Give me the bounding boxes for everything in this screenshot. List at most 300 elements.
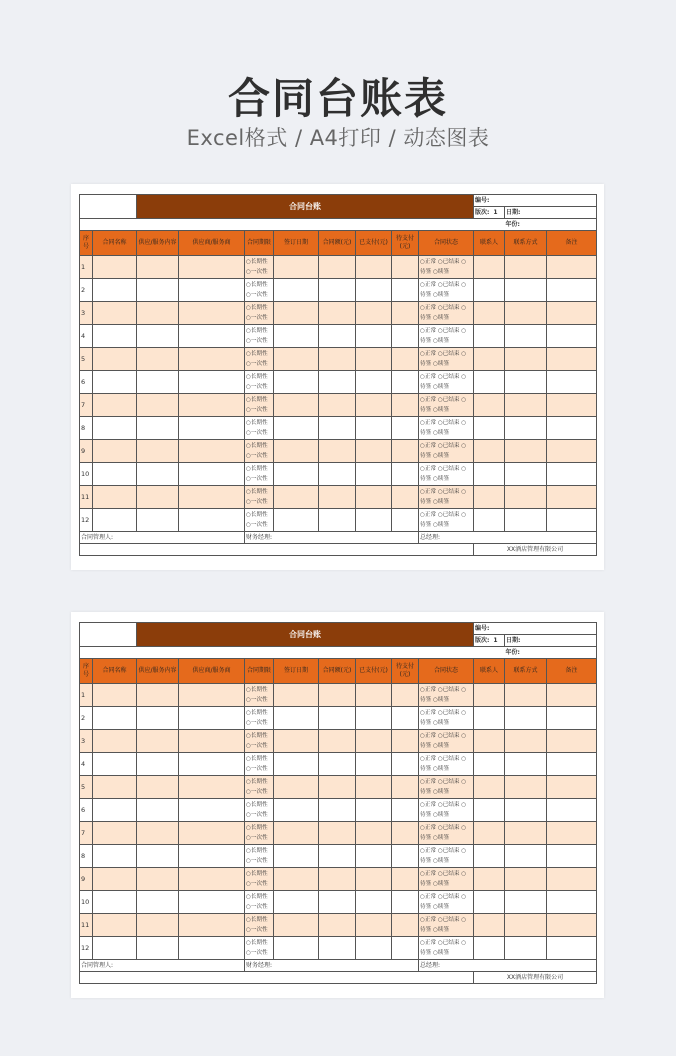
- contact-info-cell[interactable]: [505, 348, 547, 371]
- date-field[interactable]: [505, 207, 597, 219]
- year-field[interactable]: [505, 219, 597, 231]
- service-content-cell[interactable]: [137, 730, 179, 753]
- service-content-cell[interactable]: [137, 707, 179, 730]
- sign-date-cell[interactable]: [274, 776, 319, 799]
- contract-amount-cell[interactable]: [319, 348, 356, 371]
- service-content-cell[interactable]: [137, 371, 179, 394]
- pending-amount-cell[interactable]: [392, 509, 419, 532]
- contract-term-options[interactable]: [245, 463, 274, 486]
- sign-date-cell[interactable]: [274, 348, 319, 371]
- contact-person-cell[interactable]: [474, 509, 505, 532]
- remark-cell[interactable]: [547, 707, 597, 730]
- contact-person-cell[interactable]: [474, 279, 505, 302]
- sign-date-cell[interactable]: [274, 486, 319, 509]
- contact-info-cell[interactable]: [505, 394, 547, 417]
- paid-amount-cell[interactable]: [356, 822, 392, 845]
- pending-amount-cell[interactable]: [392, 822, 419, 845]
- contract-status-options[interactable]: [419, 256, 474, 279]
- pending-amount-cell[interactable]: [392, 707, 419, 730]
- contract-name-cell[interactable]: [93, 302, 137, 325]
- contract-term-options[interactable]: [245, 891, 274, 914]
- pending-amount-cell[interactable]: [392, 937, 419, 960]
- contract-name-cell[interactable]: [93, 325, 137, 348]
- sign-date-cell[interactable]: [274, 753, 319, 776]
- pending-amount-cell[interactable]: [392, 684, 419, 707]
- remark-cell[interactable]: [547, 348, 597, 371]
- sign-date-cell[interactable]: [274, 371, 319, 394]
- contract-amount-cell[interactable]: [319, 256, 356, 279]
- row-number: 1: [80, 256, 93, 279]
- contract-status-options[interactable]: [419, 753, 474, 776]
- pending-amount-cell[interactable]: [392, 348, 419, 371]
- paid-amount-cell[interactable]: [356, 937, 392, 960]
- paid-amount-cell[interactable]: [356, 256, 392, 279]
- sign-date-cell[interactable]: [274, 279, 319, 302]
- remark-cell[interactable]: [547, 302, 597, 325]
- contract-name-cell[interactable]: [93, 463, 137, 486]
- pending-amount-cell[interactable]: [392, 463, 419, 486]
- supplier-cell[interactable]: [179, 684, 245, 707]
- sign-date-cell[interactable]: [274, 845, 319, 868]
- sign-date-cell[interactable]: [274, 914, 319, 937]
- contact-person-cell[interactable]: [474, 845, 505, 868]
- sign-date-cell[interactable]: [274, 463, 319, 486]
- contract-term-options[interactable]: [245, 509, 274, 532]
- contact-person-cell[interactable]: [474, 868, 505, 891]
- contract-status-options[interactable]: [419, 394, 474, 417]
- contract-status-options[interactable]: [419, 799, 474, 822]
- contact-info-cell[interactable]: [505, 937, 547, 960]
- contract-amount-cell[interactable]: [319, 776, 356, 799]
- pending-amount-cell[interactable]: [392, 440, 419, 463]
- service-content-cell[interactable]: [137, 394, 179, 417]
- version-field[interactable]: [474, 207, 505, 219]
- service-content-cell[interactable]: [137, 509, 179, 532]
- contract-amount-cell[interactable]: [319, 822, 356, 845]
- contact-info-cell[interactable]: [505, 753, 547, 776]
- contact-info-cell[interactable]: [505, 730, 547, 753]
- contact-person-cell[interactable]: [474, 914, 505, 937]
- contract-term-options[interactable]: [245, 937, 274, 960]
- contract-status-options[interactable]: [419, 302, 474, 325]
- contract-term-options[interactable]: [245, 325, 274, 348]
- service-content-cell[interactable]: [137, 256, 179, 279]
- contract-term-options[interactable]: [245, 707, 274, 730]
- pending-amount-cell[interactable]: [392, 325, 419, 348]
- sign-date-cell[interactable]: [274, 799, 319, 822]
- contract-status-options[interactable]: [419, 730, 474, 753]
- contract-status-options[interactable]: [419, 684, 474, 707]
- contract-term-options[interactable]: [245, 684, 274, 707]
- contract-status-options[interactable]: [419, 914, 474, 937]
- sign-date-cell[interactable]: [274, 256, 319, 279]
- supplier-cell[interactable]: [179, 256, 245, 279]
- supplier-cell[interactable]: [179, 707, 245, 730]
- contact-person-cell[interactable]: [474, 486, 505, 509]
- contact-info-cell[interactable]: [505, 325, 547, 348]
- supplier-cell[interactable]: [179, 325, 245, 348]
- supplier-cell[interactable]: [179, 417, 245, 440]
- service-content-cell[interactable]: [137, 799, 179, 822]
- remark-cell[interactable]: [547, 822, 597, 845]
- sign-date-cell[interactable]: [274, 394, 319, 417]
- year-field[interactable]: [505, 647, 597, 659]
- contact-info-cell[interactable]: [505, 684, 547, 707]
- contact-info-cell[interactable]: [505, 868, 547, 891]
- paid-amount-cell[interactable]: [356, 776, 392, 799]
- contract-name-cell[interactable]: [93, 707, 137, 730]
- number-field[interactable]: [474, 195, 597, 207]
- contract-name-cell[interactable]: [93, 509, 137, 532]
- service-content-cell[interactable]: [137, 822, 179, 845]
- contact-info-cell[interactable]: [505, 799, 547, 822]
- remark-cell[interactable]: [547, 440, 597, 463]
- supplier-cell[interactable]: [179, 394, 245, 417]
- paid-amount-cell[interactable]: [356, 371, 392, 394]
- contract-amount-cell[interactable]: [319, 730, 356, 753]
- contact-person-cell[interactable]: [474, 753, 505, 776]
- sign-date-cell[interactable]: [274, 325, 319, 348]
- contract-status-options[interactable]: [419, 348, 474, 371]
- paid-amount-cell[interactable]: [356, 730, 392, 753]
- contract-term-options[interactable]: [245, 868, 274, 891]
- pending-amount-cell[interactable]: [392, 868, 419, 891]
- contract-term-options[interactable]: [245, 914, 274, 937]
- contract-amount-cell[interactable]: [319, 440, 356, 463]
- version-value: 1: [493, 636, 498, 644]
- service-content-cell[interactable]: [137, 868, 179, 891]
- contact-info-cell[interactable]: [505, 417, 547, 440]
- contact-person-cell[interactable]: [474, 776, 505, 799]
- contact-info-cell[interactable]: [505, 463, 547, 486]
- contact-info-cell[interactable]: [505, 302, 547, 325]
- date-field[interactable]: [505, 635, 597, 647]
- service-content-cell[interactable]: [137, 486, 179, 509]
- contract-status-options[interactable]: [419, 463, 474, 486]
- contract-amount-cell[interactable]: [319, 753, 356, 776]
- service-content-cell[interactable]: [137, 753, 179, 776]
- contract-status-options[interactable]: [419, 371, 474, 394]
- supplier-cell[interactable]: [179, 302, 245, 325]
- pending-amount-cell[interactable]: [392, 417, 419, 440]
- contract-amount-cell[interactable]: [319, 707, 356, 730]
- contract-term-options[interactable]: [245, 730, 274, 753]
- contract-status-options[interactable]: [419, 417, 474, 440]
- paid-amount-cell[interactable]: [356, 914, 392, 937]
- term-option-long: ○长期性: [246, 825, 268, 831]
- contract-status-options[interactable]: [419, 707, 474, 730]
- remark-cell[interactable]: [547, 845, 597, 868]
- contract-name-cell[interactable]: [93, 753, 137, 776]
- supplier-cell[interactable]: [179, 891, 245, 914]
- service-content-cell[interactable]: [137, 279, 179, 302]
- contract-amount-cell[interactable]: [319, 302, 356, 325]
- contract-name-cell[interactable]: [93, 845, 137, 868]
- remark-cell[interactable]: [547, 730, 597, 753]
- number-field[interactable]: [474, 623, 597, 635]
- contact-info-cell[interactable]: [505, 371, 547, 394]
- contract-amount-cell[interactable]: [319, 509, 356, 532]
- contract-name-cell[interactable]: [93, 822, 137, 845]
- paid-amount-cell[interactable]: [356, 394, 392, 417]
- supplier-cell[interactable]: [179, 776, 245, 799]
- contract-status-options[interactable]: [419, 822, 474, 845]
- contract-name-cell[interactable]: [93, 937, 137, 960]
- contract-term-options[interactable]: [245, 440, 274, 463]
- contact-person-cell[interactable]: [474, 256, 505, 279]
- contract-name-cell[interactable]: [93, 684, 137, 707]
- sign-date-cell[interactable]: [274, 302, 319, 325]
- remark-cell[interactable]: [547, 256, 597, 279]
- contract-amount-cell[interactable]: [319, 371, 356, 394]
- contact-info-cell[interactable]: [505, 509, 547, 532]
- pending-amount-cell[interactable]: [392, 845, 419, 868]
- contract-amount-cell[interactable]: [319, 279, 356, 302]
- service-content-cell[interactable]: [137, 348, 179, 371]
- pending-amount-cell[interactable]: [392, 730, 419, 753]
- contact-person-cell[interactable]: [474, 937, 505, 960]
- contact-person-cell[interactable]: [474, 799, 505, 822]
- contact-person-cell[interactable]: [474, 440, 505, 463]
- contact-info-cell[interactable]: [505, 486, 547, 509]
- remark-cell[interactable]: [547, 776, 597, 799]
- contract-term-options[interactable]: [245, 394, 274, 417]
- remark-cell[interactable]: [547, 394, 597, 417]
- service-content-cell[interactable]: [137, 417, 179, 440]
- pending-amount-cell[interactable]: [392, 371, 419, 394]
- remark-cell[interactable]: [547, 463, 597, 486]
- paid-amount-cell[interactable]: [356, 486, 392, 509]
- supplier-cell[interactable]: [179, 463, 245, 486]
- supplier-cell[interactable]: [179, 279, 245, 302]
- contract-term-options[interactable]: [245, 753, 274, 776]
- sign-date-cell[interactable]: [274, 937, 319, 960]
- service-content-cell[interactable]: [137, 914, 179, 937]
- paid-amount-cell[interactable]: [356, 417, 392, 440]
- pending-amount-cell[interactable]: [392, 394, 419, 417]
- contact-person-cell[interactable]: [474, 822, 505, 845]
- contact-info-cell[interactable]: [505, 845, 547, 868]
- contact-info-cell[interactable]: [505, 914, 547, 937]
- contract-name-cell[interactable]: [93, 486, 137, 509]
- pending-amount-cell[interactable]: [392, 914, 419, 937]
- pending-amount-cell[interactable]: [392, 753, 419, 776]
- remark-cell[interactable]: [547, 684, 597, 707]
- contract-status-options[interactable]: [419, 509, 474, 532]
- table-row: [80, 279, 597, 302]
- contract-name-cell[interactable]: [93, 440, 137, 463]
- contract-status-options[interactable]: [419, 776, 474, 799]
- contract-term-options[interactable]: [245, 799, 274, 822]
- service-content-cell[interactable]: [137, 302, 179, 325]
- contract-status-options[interactable]: [419, 937, 474, 960]
- sign-date-cell[interactable]: [274, 891, 319, 914]
- contact-info-cell[interactable]: [505, 891, 547, 914]
- contact-person-cell[interactable]: [474, 348, 505, 371]
- contract-name-cell[interactable]: [93, 868, 137, 891]
- supplier-cell[interactable]: [179, 753, 245, 776]
- contract-name-cell[interactable]: [93, 914, 137, 937]
- contract-status-options[interactable]: [419, 845, 474, 868]
- remark-cell[interactable]: [547, 937, 597, 960]
- pending-amount-cell[interactable]: [392, 891, 419, 914]
- contract-term-options[interactable]: [245, 279, 274, 302]
- contact-person-cell[interactable]: [474, 684, 505, 707]
- paid-amount-cell[interactable]: [356, 302, 392, 325]
- contact-info-cell[interactable]: [505, 776, 547, 799]
- contract-amount-cell[interactable]: [319, 845, 356, 868]
- contract-amount-cell[interactable]: [319, 463, 356, 486]
- supplier-cell[interactable]: [179, 799, 245, 822]
- pending-amount-cell[interactable]: [392, 799, 419, 822]
- contract-amount-cell[interactable]: [319, 914, 356, 937]
- supplier-cell[interactable]: [179, 822, 245, 845]
- contract-term-options[interactable]: [245, 486, 274, 509]
- version-field[interactable]: [474, 635, 505, 647]
- contract-amount-cell[interactable]: [319, 799, 356, 822]
- remark-cell[interactable]: [547, 417, 597, 440]
- contract-name-cell[interactable]: [93, 891, 137, 914]
- contract-amount-cell[interactable]: [319, 417, 356, 440]
- contact-person-cell[interactable]: [474, 707, 505, 730]
- service-content-cell[interactable]: [137, 891, 179, 914]
- paid-amount-cell[interactable]: [356, 684, 392, 707]
- contact-person-cell[interactable]: [474, 730, 505, 753]
- paid-amount-cell[interactable]: [356, 868, 392, 891]
- contract-term-options[interactable]: [245, 371, 274, 394]
- contact-person-cell[interactable]: [474, 325, 505, 348]
- contract-name-cell[interactable]: [93, 799, 137, 822]
- contact-person-cell[interactable]: [474, 302, 505, 325]
- supplier-cell[interactable]: [179, 914, 245, 937]
- contact-info-cell[interactable]: [505, 440, 547, 463]
- sign-date-cell[interactable]: [274, 684, 319, 707]
- contract-status-options[interactable]: [419, 868, 474, 891]
- paid-amount-cell[interactable]: [356, 707, 392, 730]
- contract-amount-cell[interactable]: [319, 325, 356, 348]
- service-content-cell[interactable]: [137, 937, 179, 960]
- contact-info-cell[interactable]: [505, 256, 547, 279]
- supplier-cell[interactable]: [179, 486, 245, 509]
- sign-date-cell[interactable]: [274, 417, 319, 440]
- paid-amount-cell[interactable]: [356, 279, 392, 302]
- sign-date-cell[interactable]: [274, 440, 319, 463]
- pending-amount-cell[interactable]: [392, 776, 419, 799]
- service-content-cell[interactable]: [137, 845, 179, 868]
- contract-term-options[interactable]: [245, 417, 274, 440]
- paid-amount-cell[interactable]: [356, 753, 392, 776]
- remark-cell[interactable]: [547, 868, 597, 891]
- contract-status-options[interactable]: [419, 486, 474, 509]
- paid-amount-cell[interactable]: [356, 891, 392, 914]
- contact-person-cell[interactable]: [474, 371, 505, 394]
- contract-term-options[interactable]: [245, 822, 274, 845]
- contract-term-options[interactable]: [245, 302, 274, 325]
- supplier-cell[interactable]: [179, 371, 245, 394]
- contract-name-cell[interactable]: [93, 279, 137, 302]
- contract-name-cell[interactable]: [93, 776, 137, 799]
- sign-date-cell[interactable]: [274, 509, 319, 532]
- contract-status-options[interactable]: [419, 440, 474, 463]
- contract-amount-cell[interactable]: [319, 937, 356, 960]
- service-content-cell[interactable]: [137, 463, 179, 486]
- sign-date-cell[interactable]: [274, 822, 319, 845]
- contract-name-cell[interactable]: [93, 394, 137, 417]
- remark-cell[interactable]: [547, 371, 597, 394]
- contract-term-options[interactable]: [245, 776, 274, 799]
- supplier-cell[interactable]: [179, 845, 245, 868]
- contact-person-cell[interactable]: [474, 463, 505, 486]
- contract-amount-cell[interactable]: [319, 486, 356, 509]
- contract-status-options[interactable]: [419, 891, 474, 914]
- paid-amount-cell[interactable]: [356, 799, 392, 822]
- remark-cell[interactable]: [547, 509, 597, 532]
- contact-info-cell[interactable]: [505, 279, 547, 302]
- contact-person-cell[interactable]: [474, 394, 505, 417]
- paid-amount-cell[interactable]: [356, 348, 392, 371]
- paid-amount-cell[interactable]: [356, 325, 392, 348]
- contact-info-cell[interactable]: [505, 822, 547, 845]
- remark-cell[interactable]: [547, 799, 597, 822]
- contract-term-options[interactable]: [245, 256, 274, 279]
- contract-name-cell[interactable]: [93, 730, 137, 753]
- pending-amount-cell[interactable]: [392, 256, 419, 279]
- contract-name-cell[interactable]: [93, 417, 137, 440]
- contract-term-options[interactable]: [245, 845, 274, 868]
- service-content-cell[interactable]: [137, 325, 179, 348]
- pending-amount-cell[interactable]: [392, 302, 419, 325]
- supplier-cell[interactable]: [179, 937, 245, 960]
- sign-date-cell[interactable]: [274, 868, 319, 891]
- contract-name-cell[interactable]: [93, 256, 137, 279]
- sign-date-cell[interactable]: [274, 707, 319, 730]
- paid-amount-cell[interactable]: [356, 463, 392, 486]
- remark-cell[interactable]: [547, 914, 597, 937]
- supplier-cell[interactable]: [179, 509, 245, 532]
- service-content-cell[interactable]: [137, 440, 179, 463]
- paid-amount-cell[interactable]: [356, 440, 392, 463]
- sign-date-cell[interactable]: [274, 730, 319, 753]
- supplier-cell[interactable]: [179, 730, 245, 753]
- pending-amount-cell[interactable]: [392, 279, 419, 302]
- pending-amount-cell[interactable]: [392, 486, 419, 509]
- contract-name-cell[interactable]: [93, 348, 137, 371]
- contract-name-cell[interactable]: [93, 371, 137, 394]
- contract-amount-cell[interactable]: [319, 394, 356, 417]
- contract-term-options[interactable]: [245, 348, 274, 371]
- supplier-cell[interactable]: [179, 868, 245, 891]
- remark-cell[interactable]: [547, 891, 597, 914]
- service-content-cell[interactable]: [137, 684, 179, 707]
- contact-person-cell[interactable]: [474, 891, 505, 914]
- paid-amount-cell[interactable]: [356, 509, 392, 532]
- contract-status-options[interactable]: [419, 279, 474, 302]
- remark-cell[interactable]: [547, 753, 597, 776]
- contact-info-cell[interactable]: [505, 707, 547, 730]
- supplier-cell[interactable]: [179, 348, 245, 371]
- supplier-cell[interactable]: [179, 440, 245, 463]
- contact-person-cell[interactable]: [474, 417, 505, 440]
- service-content-cell[interactable]: [137, 776, 179, 799]
- contract-amount-cell[interactable]: [319, 684, 356, 707]
- contract-status-options[interactable]: [419, 325, 474, 348]
- contract-amount-cell[interactable]: [319, 868, 356, 891]
- remark-cell[interactable]: [547, 486, 597, 509]
- remark-cell[interactable]: [547, 325, 597, 348]
- remark-cell[interactable]: [547, 279, 597, 302]
- paid-amount-cell[interactable]: [356, 845, 392, 868]
- contract-amount-cell[interactable]: [319, 891, 356, 914]
